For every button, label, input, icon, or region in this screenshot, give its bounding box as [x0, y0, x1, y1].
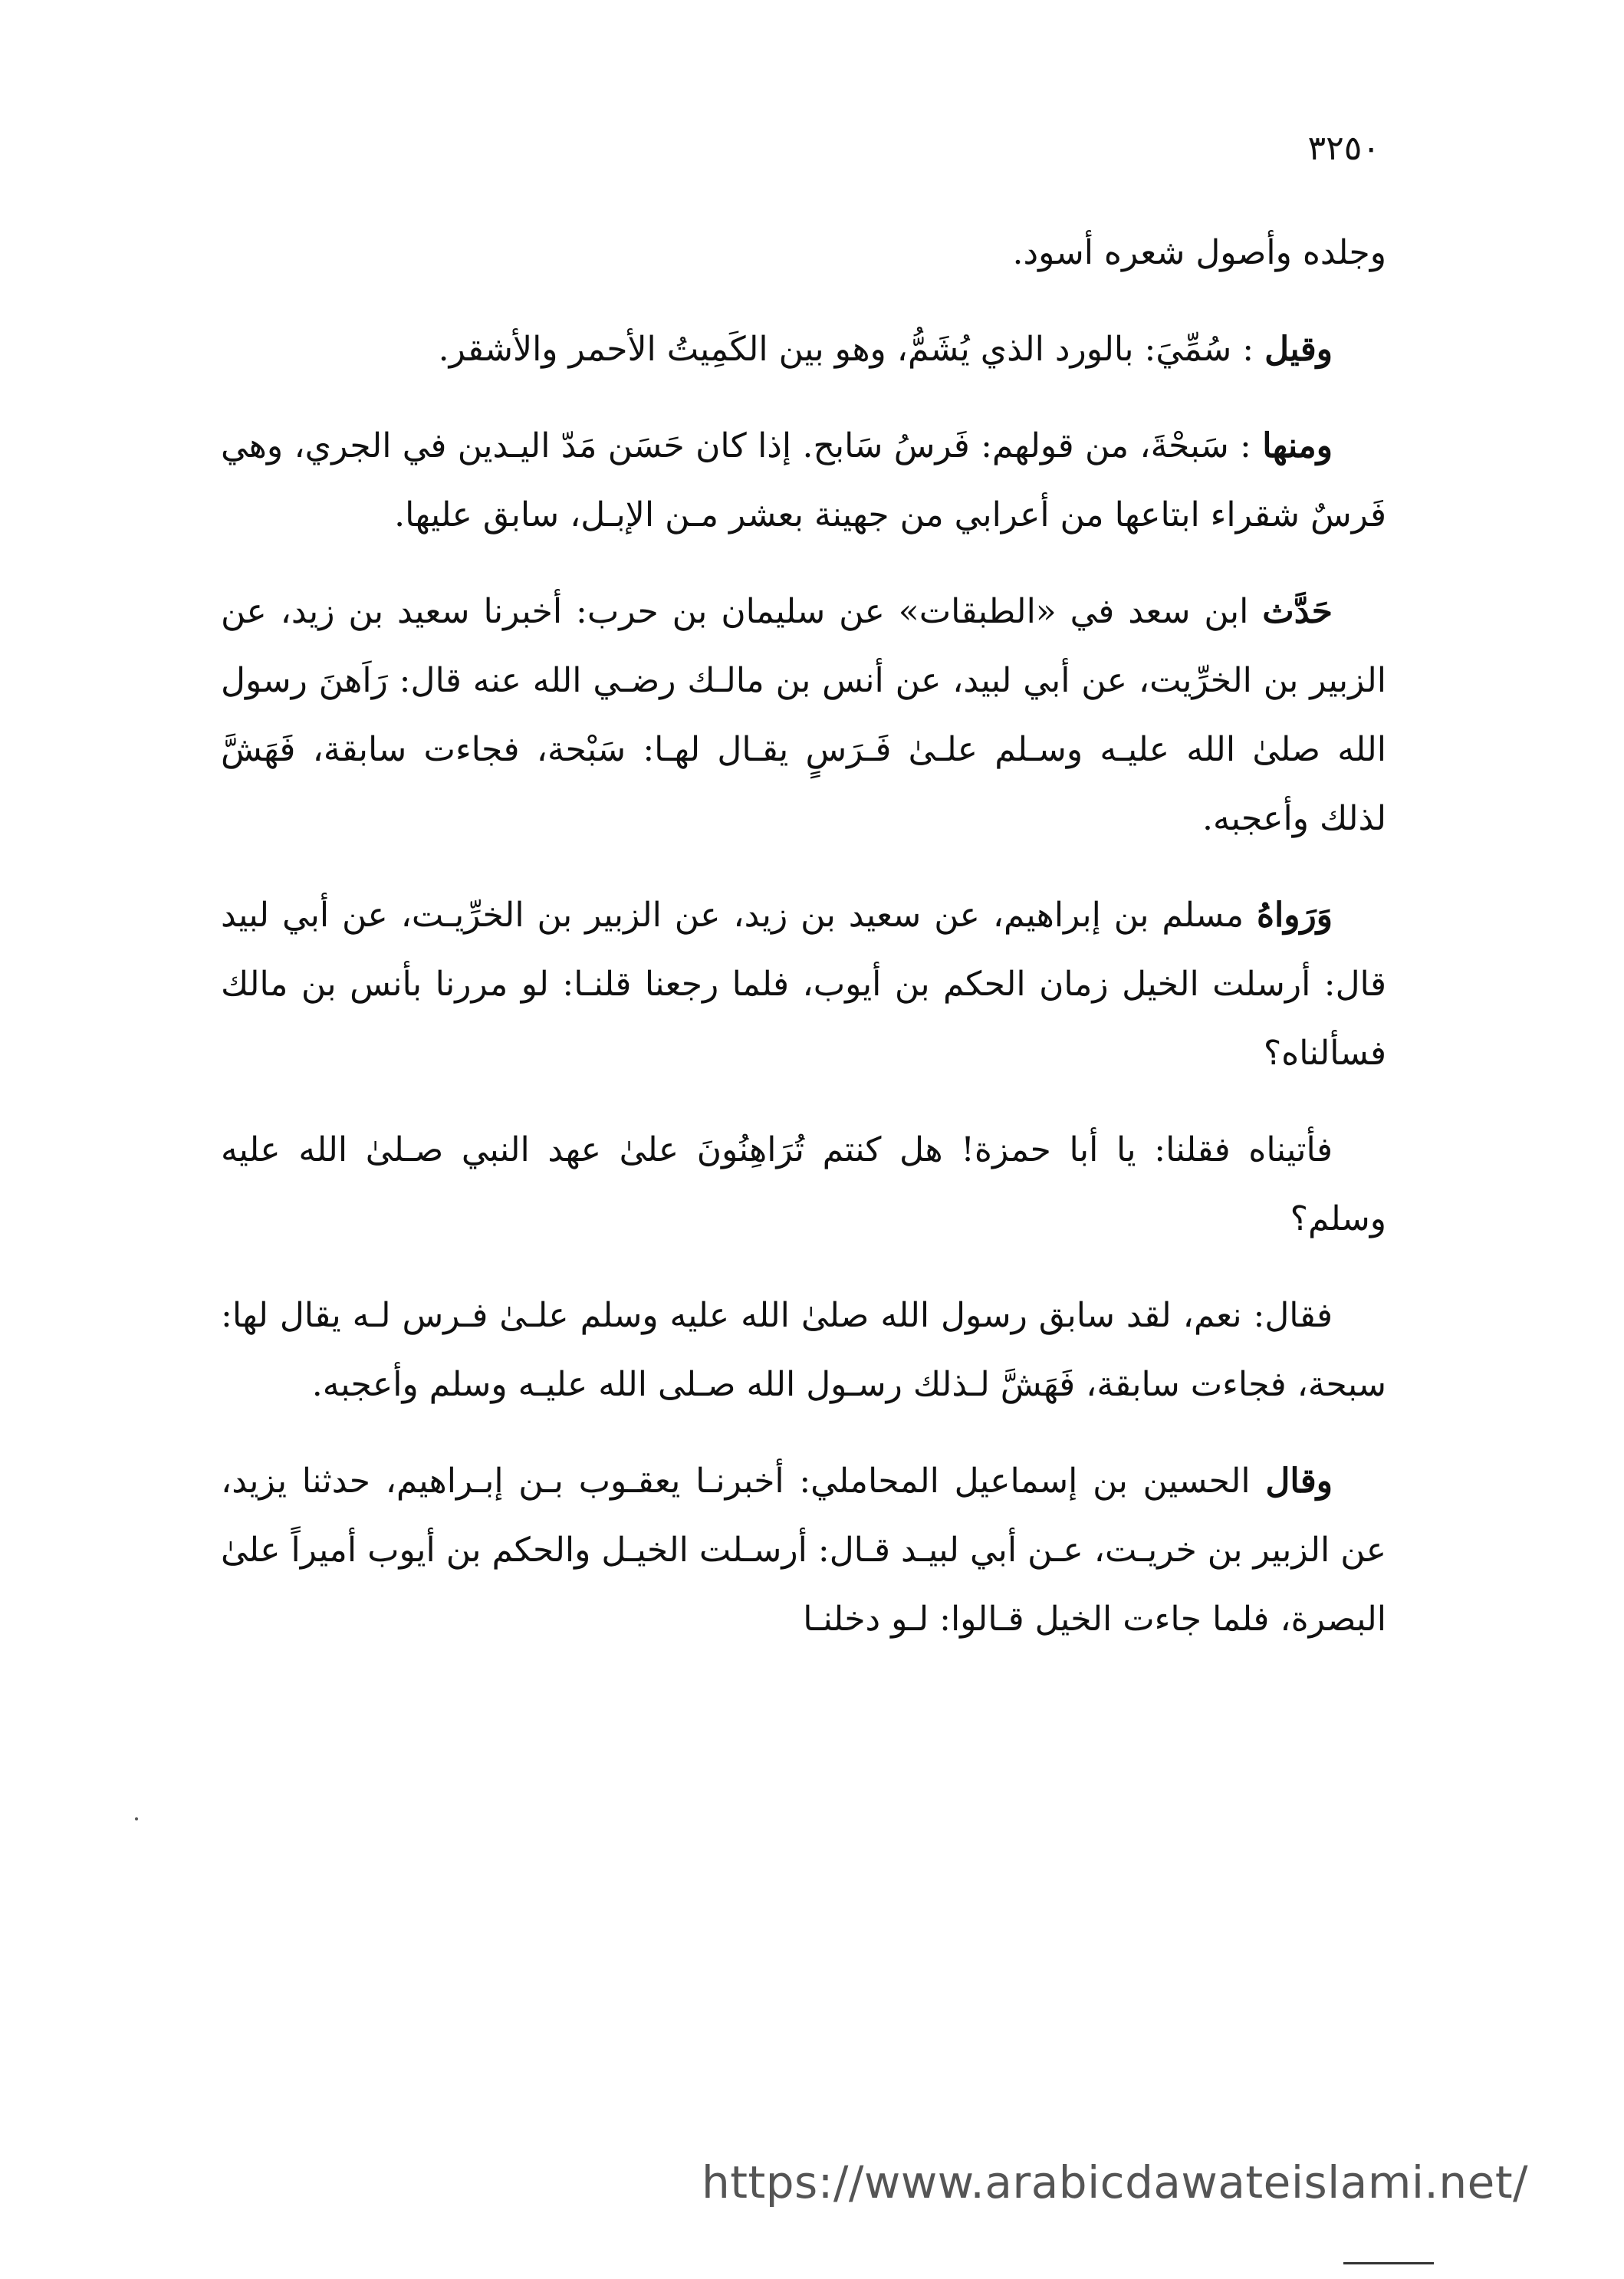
paragraph-lead-word: ومنها: [1262, 426, 1333, 465]
paragraph-2: [221, 315, 1386, 384]
page-body: [221, 219, 1386, 1682]
paragraph-7: [221, 1281, 1386, 1419]
page-number: ٣٢٥٠: [1307, 129, 1380, 168]
paragraph-lead-word: حَدَّث: [1262, 592, 1333, 631]
paragraph-lead-word: وقيل: [1264, 330, 1333, 369]
paragraph-1: [221, 219, 1386, 288]
paragraph-text: : سُمِّيَ: بالورد الذي يُشَمُّ، وهو بين الكَمِيتُ الأحمر والأشقر.: [438, 330, 1265, 369]
paragraph-3: [221, 412, 1386, 550]
watermark-url: https://www.arabicdawateislami.net/: [702, 2156, 1529, 2208]
paragraph-6: [221, 1116, 1386, 1254]
paragraph-text: : سَبحْةَ، من قولهم: فَرسُ سَابح. إذا كان حَسَن مَدّ اليـدين في الجري، وهي فَرسٌ شقراء ابتاعها من أعرابي من جهينة بعشر مـن الإبـل، سابق عليها.: [221, 426, 1386, 534]
paragraph-text: فقال: نعم، لقد سابق رسول الله صلىٰ الله عليه وسلم علـىٰ فـرس لـه يقال لها: سبحة، فجاءت سابقة، فَهَشَّ لـذلك رسـول الله صـلى الله عليـه وسلم وأعجبه.: [221, 1296, 1386, 1404]
paragraph-8: [221, 1447, 1386, 1654]
paragraph-text: الحسين بن إسماعيل المحاملي: أخبرنـا يعقـوب بـن إبـراهيم، حدثنا يزيد، عن الزبير بن خريـت، عـن أبي لبيـد قـال: أرسـلت الخيـل والحكم بن أيوب أميراً علىٰ البصرة، فلما جاءت الخيل قـالوا: لـو دخلنـا: [221, 1462, 1386, 1639]
paragraph-5: [221, 881, 1386, 1088]
paragraph-text: فأتيناه فقلنا: يا أبا حمزة! هل كنتم تُرَاهِنُونَ علىٰ عهد النبي صـلىٰ الله عليه وسلم؟: [221, 1130, 1386, 1238]
margin-dot: [135, 1817, 138, 1820]
paragraph-lead-word: وَرَواهُ: [1256, 896, 1333, 935]
paragraph-4: [221, 577, 1386, 853]
bottom-rule: [1343, 2262, 1434, 2264]
paragraph-lead-word: وقال: [1265, 1462, 1333, 1501]
paragraph-text: ابن سعد في «الطبقات» عن سليمان بن حرب: أخبرنا سعيد بن زيد، عن الزبير بن الخرِّيت، عن أبي لبيد، عن أنس بن مالـك رضـي الله عنه قال: رَاَهنَ رسول الله صلىٰ الله عليـه وسـلم علـىٰ فَـرَسٍ يقـال لهـا: سَبْحة، فجاءت سابقة، فَهَشَّ لذلك وأعجبه.: [221, 592, 1386, 838]
paragraph-text: وجلده وأصول شعره أسود.: [1012, 233, 1386, 272]
paragraph-text: مسلم بن إبراهيم، عن سعيد بن زيد، عن الزبير بن الخرِّيـت، عن أبي لبيد قال: أرسلت الخيل زمان الحكم بن أيوب، فلما رجعنا قلنـا: لو مررنا بأنس بن مالك فسألناه؟: [221, 896, 1386, 1073]
